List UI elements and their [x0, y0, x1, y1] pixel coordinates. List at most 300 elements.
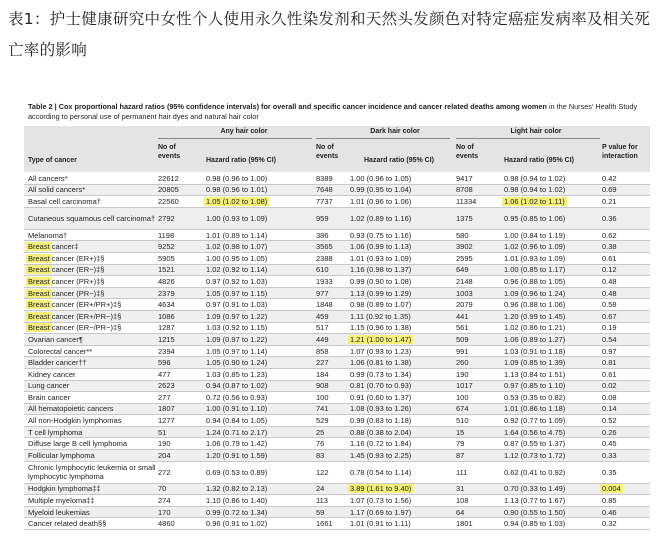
cancer-type	[28, 276, 156, 287]
table-row	[24, 208, 650, 230]
hazard-ratio-any: 1.20 (0.91 to 1.59)	[206, 450, 268, 460]
cancer-type: T cell lymphoma	[28, 427, 83, 437]
events-dark: 977	[316, 288, 329, 298]
events-dark: 24	[316, 484, 325, 494]
col-header-p-value: P value for interaction	[602, 144, 638, 160]
hazard-ratio-dark: 1.01 (0.96 to 1.06)	[350, 196, 412, 206]
events-light: 100	[456, 392, 469, 402]
events-light: 3902	[456, 242, 473, 252]
hazard-ratio-dark: 1.07 (0.73 to 1.56)	[350, 496, 412, 506]
events-any: 274	[158, 496, 171, 506]
table-row	[24, 265, 650, 277]
group-header-dark: Dark hair color	[370, 128, 420, 135]
hazard-ratio-any: 1.02 (0.92 to 1.14)	[206, 265, 268, 275]
hazard-ratio-dark: 1.16 (0.98 to 1.37)	[350, 265, 412, 275]
col-header-hr-dark: Hazard ratio (95% CI)	[364, 157, 435, 164]
table-row	[24, 450, 650, 462]
highlighted-term: Breast	[28, 288, 50, 298]
cancer-type	[28, 311, 156, 322]
events-light: 1003	[456, 288, 473, 298]
cancer-type-suffix: cancer (ER−)‡§	[51, 265, 105, 275]
events-any: 272	[158, 467, 171, 477]
table-row	[24, 299, 650, 311]
events-light: 2079	[456, 300, 473, 310]
hazard-ratio-any: 0.72 (0.56 to 0.93)	[206, 392, 268, 402]
hazard-ratio-dark: 0.93 (0.75 to 1.16)	[350, 230, 412, 240]
cancer-type	[28, 241, 156, 252]
hazard-ratio-any: 0.97 (0.91 to 1.03)	[206, 300, 268, 310]
events-any: 2379	[158, 288, 175, 298]
table-row	[24, 427, 650, 439]
hazard-ratio-any: 1.06 (0.79 to 1.42)	[206, 439, 268, 449]
col-header-hr-light: Hazard ratio (95% CI)	[504, 157, 575, 164]
events-light: 11334	[456, 196, 477, 206]
hazard-ratio-light: 0.90 (0.55 to 1.50)	[504, 507, 566, 517]
events-light: 561	[456, 323, 469, 333]
hazard-ratio-any: 1.05 (0.97 to 1.14)	[206, 346, 268, 356]
table-row	[24, 484, 650, 496]
group-header-any: Any hair color	[220, 128, 268, 135]
hazard-ratio-light: 0.95 (0.85 to 1.06)	[504, 213, 566, 223]
hazard-ratio-dark: 1.45 (0.93 to 2.25)	[350, 450, 412, 460]
events-light: 31	[456, 484, 465, 494]
hazard-ratio-dark: 0.98 (0.89 to 1.07)	[350, 300, 412, 310]
cancer-type: Colorectal cancer**	[28, 346, 93, 356]
table-row	[24, 392, 650, 404]
table-row	[24, 415, 650, 427]
events-dark: 59	[316, 507, 325, 517]
hazard-ratio-light: 1.06 (0.89 to 1.27)	[504, 334, 566, 344]
cancer-type: Kidney cancer	[28, 369, 76, 379]
events-light: 79	[456, 439, 465, 449]
table-row	[24, 253, 650, 265]
events-any: 170	[158, 507, 171, 517]
hazard-ratio-light: 1.13 (0.84 to 1.51)	[504, 369, 566, 379]
hazard-ratio-light: 0.98 (0.94 to 1.02)	[504, 173, 566, 183]
events-any: 204	[158, 450, 171, 460]
hazard-ratio-any: 0.94 (0.87 to 1.02)	[206, 381, 268, 391]
hazard-ratio-dark: 0.99 (0.90 to 1.08)	[350, 276, 412, 286]
cancer-type: Hodgkin lymphoma‡‡	[28, 484, 101, 494]
p-value	[602, 484, 646, 495]
col-header-type: Type of cancer	[28, 157, 77, 164]
cancer-type: Bladder cancer††	[28, 358, 87, 368]
events-any: 4860	[158, 519, 175, 529]
events-dark: 76	[316, 439, 325, 449]
events-dark: 1848	[316, 300, 333, 310]
hazard-ratio-any: 1.00 (0.91 to 1.10)	[206, 404, 268, 414]
hazard-ratio-any: 1.09 (0.97 to 1.22)	[206, 311, 268, 321]
hazard-ratio-dark: 0.88 (0.38 to 2.04)	[350, 427, 412, 437]
events-dark: 8389	[316, 173, 333, 183]
cancer-type	[28, 323, 156, 334]
col-header-events-light: No of events	[456, 144, 479, 160]
col-header-hr-any: Hazard ratio (95% CI)	[206, 157, 277, 164]
p-value: 0.42	[602, 173, 617, 183]
events-any: 4634	[158, 300, 175, 310]
cancer-type: Myeloid leukemias	[28, 507, 90, 517]
group-rule-dark	[316, 138, 450, 139]
events-dark: 1661	[316, 519, 333, 529]
events-light: 2148	[456, 276, 473, 286]
hazard-ratio-light: 0.92 (0.77 to 1.09)	[504, 416, 566, 426]
events-any: 1287	[158, 323, 175, 333]
hazard-ratio-light: 0.53 (0.35 to 0.82)	[504, 392, 566, 402]
hazard-ratio-dark: 1.11 (0.92 to 1.35)	[350, 311, 411, 321]
hazard-ratio-any: 1.00 (0.95 to 1.05)	[206, 253, 268, 263]
hazard-ratio-dark: 1.08 (0.93 to 1.26)	[350, 404, 412, 414]
hazard-ratio-dark: 1.02 (0.89 to 1.16)	[350, 213, 412, 223]
hazard-ratio-dark: 1.06 (0.99 to 1.13)	[350, 242, 412, 252]
hazard-ratio-light: 0.62 (0.41 to 0.92)	[504, 467, 566, 477]
highlighted-term: Breast	[28, 323, 50, 333]
cancer-type: All hematopoietic cancers	[28, 404, 114, 414]
table-row	[24, 334, 650, 346]
table-row	[24, 230, 650, 242]
events-light: 9417	[456, 173, 473, 183]
events-light: 108	[456, 496, 469, 506]
table-row	[24, 185, 650, 197]
hazard-ratio-dark: 1.13 (0.99 to 1.29)	[350, 288, 412, 298]
cancer-type: Ovarian cancer¶	[28, 334, 83, 344]
hazard-ratio-dark: 1.17 (0.69 to 1.97)	[350, 507, 412, 517]
hazard-ratio-dark: 1.06 (0.81 to 1.38)	[350, 358, 412, 368]
table-row	[24, 369, 650, 381]
events-dark: 858	[316, 346, 329, 356]
group-rule-any	[158, 138, 312, 139]
p-value: 0.45	[602, 439, 617, 449]
highlighted-term: Breast	[28, 300, 50, 310]
hazard-ratio-light: 1.00 (0.85 to 1.17)	[504, 265, 566, 275]
hazard-ratio-light: 1.13 (0.77 to 1.67)	[504, 496, 566, 506]
hazard-ratio-any: 0.98 (0.96 to 1.01)	[206, 185, 268, 195]
events-dark: 1933	[316, 276, 333, 286]
events-dark: 2388	[316, 253, 333, 263]
cancer-type: All non-Hodgkin lymphomas	[28, 416, 122, 426]
cancer-type: All cancers*	[28, 173, 68, 183]
hazard-ratio-dark-highlight: 1.21 (1.00 to 1.47)	[350, 334, 412, 344]
table-row	[24, 462, 650, 484]
highlighted-term: Breast	[28, 311, 50, 321]
p-value: 0.54	[602, 334, 617, 344]
table-row	[24, 346, 650, 358]
hazard-ratio-any: 0.96 (0.91 to 1.02)	[206, 519, 268, 529]
events-light: 15	[456, 427, 465, 437]
hazard-ratio-any: 1.05 (0.90 to 1.24)	[206, 358, 268, 368]
p-value: 0.38	[602, 242, 617, 252]
table-row	[24, 518, 650, 530]
table-row	[24, 323, 650, 335]
events-any: 22612	[158, 173, 179, 183]
hazard-ratio-light: 0.97 (0.85 to 1.10)	[504, 381, 566, 391]
table-title-bold: Table 2 | Cox proportional hazard ratios (95% confidence intervals) for overall and specific cancer incidence and cancer related deaths among women	[28, 102, 547, 111]
hazard-ratio-dark	[350, 334, 434, 345]
events-light: 260	[456, 358, 469, 368]
p-value: 0.61	[602, 253, 617, 263]
hazard-ratio-any: 1.09 (0.97 to 1.22)	[206, 334, 268, 344]
table-row	[24, 241, 650, 253]
hazard-ratio-dark: 1.01 (0.93 to 1.09)	[350, 253, 412, 263]
events-dark: 100	[316, 392, 329, 402]
cancer-hazard-table	[24, 100, 650, 536]
hazard-ratio-light-highlight: 1.06 (1.02 to 1.11)	[504, 196, 565, 206]
p-value: 0.48	[602, 288, 617, 298]
p-value: 0.97	[602, 346, 617, 356]
events-light: 87	[456, 450, 465, 460]
p-value: 0.14	[602, 404, 617, 414]
events-dark: 610	[316, 265, 329, 275]
cancer-type-suffix: cancer (ER+/PR+)‡§	[51, 300, 122, 310]
hazard-ratio-dark: 0.91 (0.60 to 1.37)	[350, 392, 412, 402]
p-value: 0.58	[602, 300, 617, 310]
hazard-ratio-light: 1.01 (0.93 to 1.09)	[504, 253, 566, 263]
events-any: 190	[158, 439, 171, 449]
p-value: 0.12	[602, 265, 617, 275]
hazard-ratio-dark: 1.00 (0.96 to 1.05)	[350, 173, 412, 183]
events-any: 1277	[158, 416, 175, 426]
hazard-ratio-light: 0.87 (0.55 to 1.37)	[504, 439, 566, 449]
p-value: 0.19	[602, 323, 617, 333]
events-any: 1807	[158, 404, 175, 414]
table-row	[24, 507, 650, 519]
table-title-rest: in the Nurses' Health Study according to personal use of permanent hair dyes and natural hair color	[28, 102, 638, 121]
hazard-ratio-light: 1.64 (0.56 to 4.75)	[504, 427, 566, 437]
p-value: 0.02	[602, 381, 617, 391]
events-dark: 449	[316, 334, 329, 344]
hazard-ratio-any: 1.24 (0.71 to 2.17)	[206, 427, 268, 437]
hazard-ratio-dark: 0.78 (0.54 to 1.14)	[350, 467, 412, 477]
events-any: 2394	[158, 346, 175, 356]
events-any: 2792	[158, 213, 175, 223]
table-row	[24, 438, 650, 450]
hazard-ratio-any: 1.02 (0.98 to 1.07)	[206, 242, 268, 252]
cancer-type: Brain cancer	[28, 392, 71, 402]
group-rule-light	[456, 138, 600, 139]
events-any: 4826	[158, 276, 175, 286]
p-value-highlight: 0.004	[602, 484, 621, 494]
cancer-type	[28, 288, 156, 299]
table-row	[24, 311, 650, 323]
cancer-type: All solid cancers*	[28, 185, 86, 195]
col-header-events-dark: No of events	[316, 144, 339, 160]
p-value: 0.48	[602, 276, 617, 286]
events-dark: 386	[316, 230, 329, 240]
events-any: 70	[158, 484, 167, 494]
hazard-ratio-light: 1.09 (0.85 to 1.39)	[504, 358, 566, 368]
hazard-ratio-any: 1.10 (0.86 to 1.40)	[206, 496, 268, 506]
events-any: 596	[158, 358, 171, 368]
events-any: 2623	[158, 381, 175, 391]
hazard-ratio-any: 0.69 (0.53 to 0.89)	[206, 467, 268, 477]
p-value: 0.36	[602, 213, 617, 223]
events-any: 1215	[158, 334, 175, 344]
hazard-ratio-dark: 0.99 (0.73 to 1.34)	[350, 369, 412, 379]
events-light: 1375	[456, 213, 473, 223]
events-dark: 3565	[316, 242, 333, 252]
events-dark: 7737	[316, 196, 333, 206]
hazard-ratio-any-highlight: 1.05 (1.02 to 1.08)	[206, 196, 268, 206]
events-light: 509	[456, 334, 469, 344]
events-light: 580	[456, 230, 469, 240]
hazard-ratio-light: 1.03 (0.91 to 1.18)	[504, 346, 566, 356]
hazard-ratio-any: 1.03 (0.85 to 1.23)	[206, 369, 268, 379]
events-light: 64	[456, 507, 465, 517]
hazard-ratio-dark: 0.99 (0.83 to 1.18)	[350, 416, 412, 426]
highlighted-term: Breast	[28, 242, 50, 252]
p-value: 0.33	[602, 450, 617, 460]
hazard-ratio-any: 1.01 (0.89 to 1.14)	[206, 230, 268, 240]
table-caption: 表1：护士健康研究中女性个人使用永久性染发剂和天然头发颜色对特定癌症发病率及相关死亡率的影响	[8, 10, 651, 59]
events-light: 441	[456, 311, 469, 321]
p-value: 0.26	[602, 427, 617, 437]
p-value: 0.21	[602, 196, 617, 206]
table-row	[24, 276, 650, 288]
p-value: 0.46	[602, 507, 617, 517]
events-light: 1801	[456, 519, 473, 529]
cancer-type	[28, 299, 156, 310]
events-any: 277	[158, 392, 171, 402]
hazard-ratio-light: 1.02 (0.96 to 1.09)	[504, 242, 566, 252]
p-value: 0.32	[602, 519, 617, 529]
p-value: 0.35	[602, 467, 617, 477]
highlighted-term: Breast	[28, 253, 50, 263]
cancer-type-suffix: cancer (ER−/PR−)‡§	[51, 323, 122, 333]
table-row	[24, 173, 650, 185]
p-value: 0.67	[602, 311, 617, 321]
events-light: 1017	[456, 381, 473, 391]
events-light: 991	[456, 346, 469, 356]
events-light: 510	[456, 416, 469, 426]
events-dark: 227	[316, 358, 329, 368]
events-any: 1086	[158, 311, 175, 321]
cancer-type: Follicular lymphoma	[28, 450, 95, 460]
cancer-type-suffix: cancer (PR−)‡§	[51, 288, 105, 298]
hazard-ratio-dark: 0.99 (0.95 to 1.04)	[350, 185, 412, 195]
hazard-ratio-light: 1.12 (0.73 to 1.72)	[504, 450, 566, 460]
events-dark: 184	[316, 369, 329, 379]
events-any: 20805	[158, 185, 179, 195]
hazard-ratio-light: 0.94 (0.85 to 1.03)	[504, 519, 566, 529]
events-any: 51	[158, 427, 167, 437]
hazard-ratio-dark: 1.01 (0.91 to 1.11)	[350, 519, 411, 529]
p-value: 0.52	[602, 416, 617, 426]
table-row	[24, 381, 650, 393]
events-dark: 459	[316, 311, 329, 321]
cancer-type-suffix: cancer (ER+/PR−)‡§	[51, 311, 122, 321]
cancer-type: Lung cancer	[28, 381, 70, 391]
events-dark: 741	[316, 404, 329, 414]
events-dark: 7648	[316, 185, 333, 195]
events-dark: 517	[316, 323, 329, 333]
p-value: 0.61	[602, 369, 617, 379]
events-dark: 122	[316, 467, 329, 477]
cancer-type: Diffuse large B cell lymphoma	[28, 439, 128, 449]
table-row	[24, 196, 650, 208]
hazard-ratio-dark-highlight: 3.89 (1.61 to 9.40)	[350, 484, 412, 494]
events-light: 111	[456, 467, 468, 477]
hazard-ratio-any: 1.32 (0.82 to 2.13)	[206, 484, 268, 494]
p-value: 0.62	[602, 230, 617, 240]
events-light: 190	[456, 369, 469, 379]
cancer-type: Cutaneous squamous cell carcinoma†	[28, 213, 156, 223]
table-row	[24, 288, 650, 300]
events-any: 1521	[158, 265, 175, 275]
hazard-ratio-light: 0.70 (0.33 to 1.49)	[504, 484, 566, 494]
hazard-ratio-any: 0.99 (0.72 to 1.34)	[206, 507, 268, 517]
events-dark: 908	[316, 381, 329, 391]
events-any: 9252	[158, 242, 175, 252]
events-light: 649	[456, 265, 469, 275]
hazard-ratio-any: 0.97 (0.92 to 1.03)	[206, 276, 268, 286]
events-any: 1198	[158, 230, 175, 240]
events-dark: 25	[316, 427, 325, 437]
hazard-ratio-dark: 1.16 (0.72 to 1.84)	[350, 439, 412, 449]
cancer-type: Melanoma†	[28, 230, 68, 240]
hazard-ratio-light: 0.96 (0.88 to 1.05)	[504, 276, 566, 286]
hazard-ratio-dark: 0.81 (0.70 to 0.93)	[350, 381, 412, 391]
hazard-ratio-dark	[350, 484, 434, 495]
events-dark: 83	[316, 450, 325, 460]
hazard-ratio-light: 1.01 (0.86 to 1.18)	[504, 404, 566, 414]
events-light: 674	[456, 404, 469, 414]
hazard-ratio-any	[206, 196, 288, 207]
events-light: 8708	[456, 185, 473, 195]
cancer-type: Basal cell carcinoma†	[28, 196, 101, 206]
table-row	[24, 357, 650, 369]
cancer-type-suffix: cancer (ER+)‡§	[51, 253, 105, 263]
p-value: 0.08	[602, 392, 617, 402]
cancer-type: Multiple myeloma‡‡	[28, 496, 95, 506]
hazard-ratio-any: 0.98 (0.96 to 1.00)	[206, 173, 268, 183]
cancer-type-suffix: cancer‡	[51, 242, 79, 252]
table-row	[24, 404, 650, 416]
cancer-type: Chronic lymphocytic leukemia or small lymphocytic lymphoma	[28, 463, 156, 482]
hazard-ratio-light: 0.96 (0.88 to 1.06)	[504, 300, 566, 310]
p-value: 0.69	[602, 185, 617, 195]
events-any: 5905	[158, 253, 175, 263]
events-light: 2595	[456, 253, 473, 263]
hazard-ratio-light: 0.98 (0.94 to 1.02)	[504, 185, 566, 195]
hazard-ratio-light: 1.02 (0.86 to 1.21)	[504, 323, 566, 333]
cancer-type: Cancer related death§§	[28, 519, 107, 529]
hazard-ratio-any: 1.03 (0.92 to 1.15)	[206, 323, 268, 333]
table-title	[28, 102, 646, 121]
table-body	[24, 173, 650, 530]
p-value: 0.85	[602, 496, 617, 506]
cancer-type	[28, 253, 156, 264]
hazard-ratio-any: 1.05 (0.97 to 1.15)	[206, 288, 268, 298]
group-header-light: Light hair color	[510, 128, 562, 135]
events-dark: 959	[316, 213, 329, 223]
highlighted-term: Breast	[28, 276, 50, 286]
hazard-ratio-light	[504, 196, 598, 207]
hazard-ratio-any: 0.94 (0.84 to 1.05)	[206, 416, 268, 426]
highlighted-term: Breast	[28, 265, 50, 275]
events-any: 22560	[158, 196, 179, 206]
col-header-events-any: No of events	[158, 144, 181, 160]
p-value: 0.81	[602, 358, 617, 368]
hazard-ratio-dark: 1.15 (0.96 to 1.38)	[350, 323, 412, 333]
hazard-ratio-dark: 1.07 (0.93 to 1.23)	[350, 346, 412, 356]
events-any: 477	[158, 369, 171, 379]
hazard-ratio-light: 1.00 (0.84 to 1.19)	[504, 230, 566, 240]
hazard-ratio-any: 1.00 (0.93 to 1.09)	[206, 213, 268, 223]
hazard-ratio-light: 1.20 (0.99 to 1.45)	[504, 311, 566, 321]
events-dark: 113	[316, 496, 328, 506]
hazard-ratio-light: 1.09 (0.96 to 1.24)	[504, 288, 566, 298]
cancer-type	[28, 265, 156, 276]
events-dark: 529	[316, 416, 329, 426]
